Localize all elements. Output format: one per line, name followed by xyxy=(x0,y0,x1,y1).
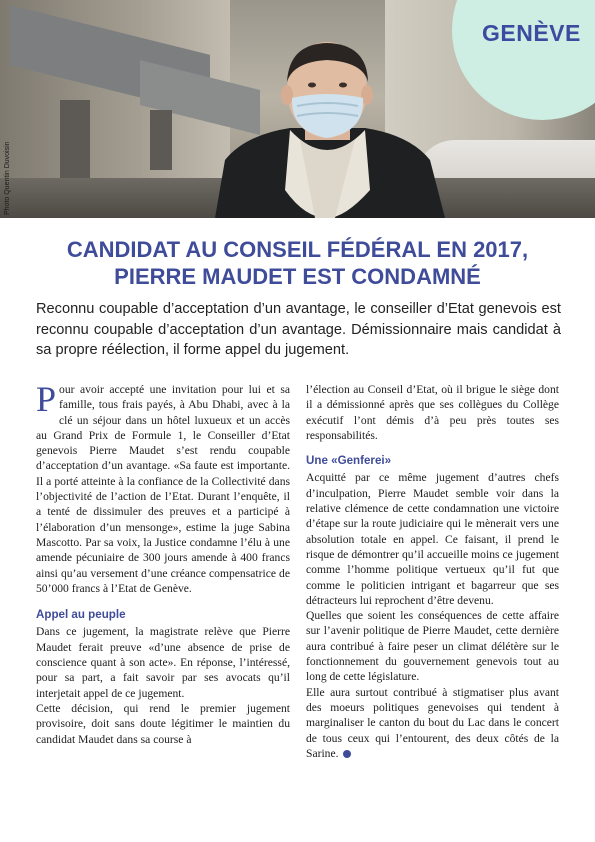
article-column-right xyxy=(306,382,559,761)
photo-window xyxy=(150,110,172,170)
subheading: Appel au peuple xyxy=(36,608,126,622)
headline xyxy=(20,236,575,290)
paragraph: Cette décision, qui rend le premier jugement provisoire, doit sans doute légitimer le maintien du candidat Maudet dans sa course à xyxy=(36,701,290,746)
paragraph: Quelles que soient les conséquences de cette affaire sur l’avenir politique de Pierre Maudet, cette dernière aura contribué à faire peser un climat délétère sur le fonctionnement du gouvernement genevois tout au long de cette législature. xyxy=(306,609,559,684)
section-label: GENÈVE xyxy=(482,20,581,46)
end-mark-icon xyxy=(343,750,351,758)
article-column-left xyxy=(36,379,290,747)
photo-window xyxy=(60,100,90,180)
lead-paragraph: Reconnu coupable d’acceptation d’un avantage, le conseiller d’Etat genevois est reconnu coupable d’acceptation d’un avantage. Démissionnaire mais candidat à sa propre réélection, il forme appel du jugement. xyxy=(36,301,561,358)
photo-credit: Photo Quentin Duvoisin xyxy=(4,141,11,215)
paragraph: Acquitté par ce même jugement d’autres chefs d’inculpation, Pierre Maudet semble voir dans la relative clémence de cette condamnation une victoire d’étape sur la route judiciaire qui le mènerait vers une absolution totale en appel. Ce faisant, il prend le risque de démontrer qu’il accueille moins ce jugement comme l’homme politique vertueux qu’il fut que comme le politicien intrigant et bagarreur que ses détracteurs lui reprochent d’être devenu. xyxy=(306,471,559,607)
person-figure xyxy=(205,40,450,218)
paragraph-last xyxy=(306,685,559,761)
paragraph xyxy=(36,379,290,596)
subheading: Une «Genferei» xyxy=(306,454,392,468)
paragraph-text: our avoir accepté une invitation pour lui et sa famille, tous frais payés, à Abu Dhabi, avec à la clé un séjour dans un hôtel luxueux et un accès au Grand Prix de Formule 1, le Conseiller d’Etat genevois Pierre Maudet s’est rendu coupable d’acceptation d’un avantage. «Sa faute est importante. Il a porté atteinte à la confiance de la Collectivité dans l’objectivité de l’action de l’Etat. Durant l’enquête, il a tenté de dissimuler des preuves et a participé à l’élaboration d’un mensonge», estime la juge Sabina Mascotto. Par sa voix, la Justice condamne l’élu à une amende pécuniaire de 300 jours amende à 400 francs ainsi qu’au versement d’une créance compensatrice de 50’000 francs à l’Etat de Genève. xyxy=(36,383,290,595)
paragraph: l’élection au Conseil d’Etat, où il brigue le siège dont il a démissionné après que ses collègues du Collège exécutif l’ont démis d’à peu près toutes ses responsabilités. xyxy=(306,383,559,442)
drop-cap: P xyxy=(36,379,57,419)
paragraph-text: Elle aura surtout contribué à stigmatiser plus avant des moeurs politiques genevoises qui tendent à marginaliser le canton du bout du Lac dans le concert de tous ceux qui l’entourent, des deux côtés de la Sarine. xyxy=(306,685,559,760)
headline-line-1: CANDIDAT AU CONSEIL FÉDÉRAL EN 2017, xyxy=(66,237,529,262)
paragraph: Dans ce jugement, la magistrate relève que Pierre Maudet ferait preuve «d’une absence de prise de conscience quant à son acte». En réponse, l’intéressé, pour sa part, a fait savoir par ses avocats qu’il interjetait appel de ce jugement. xyxy=(36,625,290,700)
headline-line-2: PIERRE MAUDET EST CONDAMNÉ xyxy=(114,264,481,289)
